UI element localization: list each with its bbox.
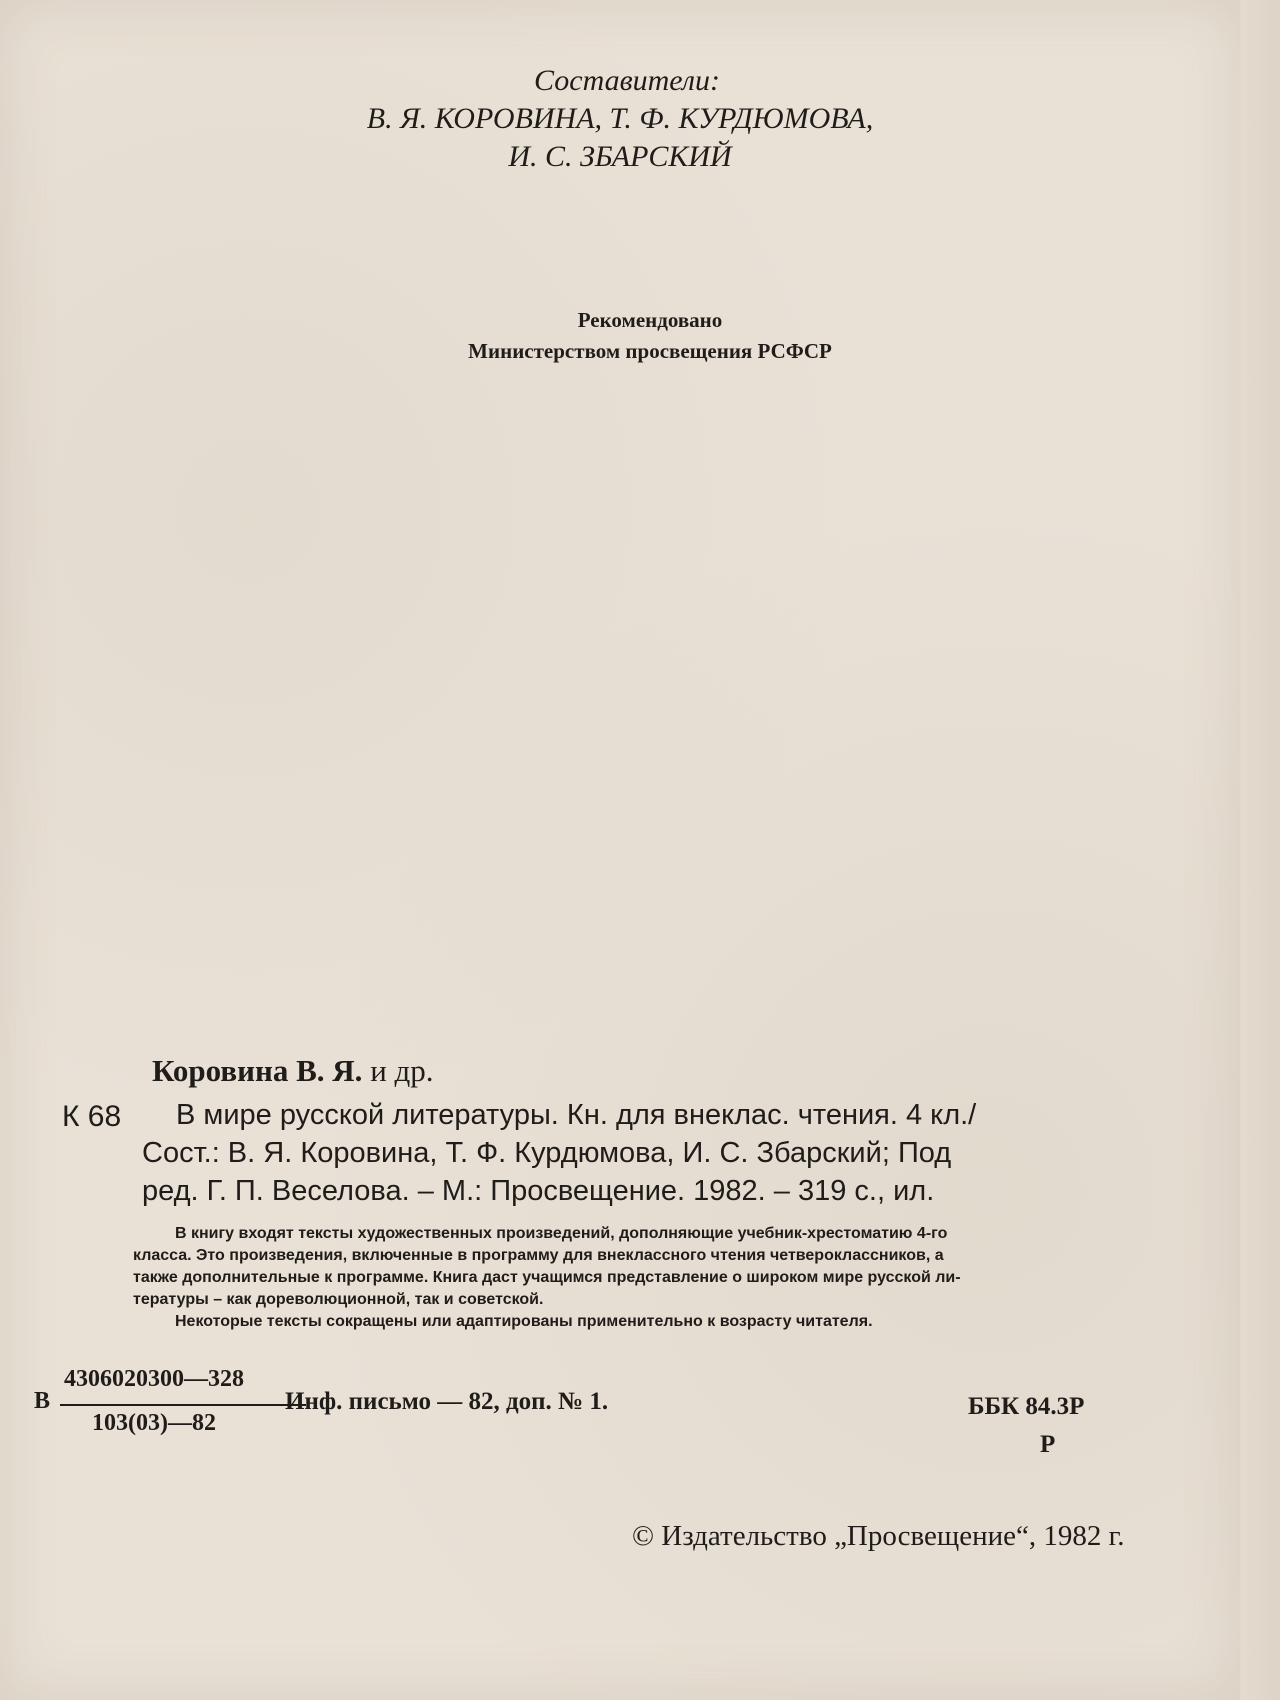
classification-code: К 68 — [62, 1100, 122, 1133]
bbk-code: ББК 84.3Р — [968, 1393, 1085, 1420]
info-letter: Инф. письмо — 82, доп. № 1. — [285, 1388, 609, 1415]
compilers-names-line-1: В. Я. КОРОВИНА, Т. Ф. КУРДЮМОВА, — [366, 102, 874, 135]
recommendation-line-1: Рекомендовано — [577, 308, 723, 332]
annotation-line: Некоторые тексты сокращены или адаптированы применительно к возрасту читателя. — [175, 1313, 873, 1330]
author-suffix: и др. — [362, 1053, 434, 1088]
bibliographic-author — [152, 1053, 434, 1089]
compilers-heading: Составители: — [534, 64, 720, 97]
bbk-subcode: Р — [1040, 1431, 1056, 1458]
recommendation-line-2: Министерством просвещения РСФСР — [468, 339, 832, 363]
bbk-block — [968, 1388, 1084, 1464]
annotation-block — [133, 1223, 1208, 1333]
recommendation-block — [0, 305, 1280, 367]
fraction-bar — [60, 1404, 306, 1406]
index-letter: В — [34, 1388, 51, 1414]
compilers-block — [0, 62, 1240, 176]
annotation-line: В книгу входят тексты художественных произведений, дополняющие учебник-хрестоматию 4-го — [175, 1225, 948, 1242]
index-denominator: 103(03)—82 — [92, 1410, 216, 1436]
bibliographic-description — [142, 1096, 1202, 1210]
bib-line: ред. Г. П. Веселова. – М.: Просвещение. 1982. – 319 с., ил. — [142, 1175, 935, 1207]
index-numerator: 4306020300—328 — [64, 1366, 244, 1392]
bib-line: Сост.: В. Я. Коровина, Т. Ф. Курдюмова, И. С. Збарский; Под — [142, 1137, 952, 1169]
annotation-line: класса. Это произведения, включенные в программу для внеклассного чтения четвероклассников, а — [133, 1247, 944, 1264]
annotation-line: также дополнительные к программе. Книга даст учащимся представление о широком мире русской ли- — [133, 1269, 961, 1286]
compilers-names-line-2: И. С. ЗБАРСКИЙ — [508, 140, 732, 173]
annotation-line: тературы – как дореволюционной, так и советской. — [133, 1291, 544, 1308]
author-name: Коровина В. Я. — [152, 1053, 363, 1088]
copyright-notice: © Издательство „Просвещение“, 1982 г. — [632, 1520, 1125, 1552]
bib-line: В мире русской литературы. Кн. для внеклас. чтения. 4 кл./ — [176, 1099, 977, 1131]
